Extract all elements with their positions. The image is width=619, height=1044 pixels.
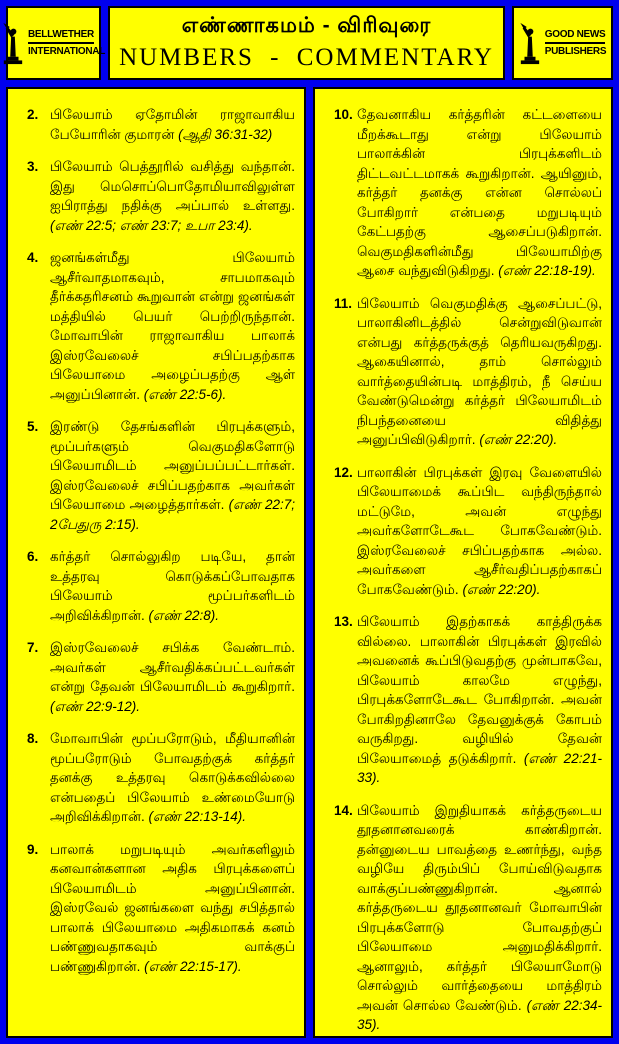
item-number: 5. bbox=[27, 419, 39, 434]
scripture-reference: (எண் 22:20). bbox=[479, 432, 558, 447]
item-body: ஜனங்கள்மீது பிலேயாம் ஆசீர்வாதமாகவும், சாபமாகவும் தீர்க்கதரிசனம் கூறுவான் என்று ஜனங்கள் மத்தியில் பெயர் பெற்றிருந்தான். மோவாபின் ராஜாவாகிய பாலாக் இஸ்ரவேலைச் சபிப்பதற்காக பிலேயாமை அழைப்பதற்கு ஆள் அனுப்பினான். bbox=[50, 250, 295, 402]
item-body: இஸ்ரவேலைச் சபிக்க வேண்டாம். அவர்கள் ஆசீர்வதிக்கப்பட்டவர்கள் என்று தேவன் பிலேயாமிடம் கூறுகிறார். bbox=[50, 640, 295, 694]
item-text bbox=[50, 157, 295, 235]
item-body: பிலேயாம் பெத்தூரில் வசித்து வந்தான். இது மெசொப்பொதோமியாவிலுள்ள ஐபிராத்து நதிக்கு அப்பால் உள்ளது. bbox=[50, 159, 295, 213]
statue-icon bbox=[519, 20, 541, 66]
item-text bbox=[357, 294, 602, 450]
scripture-reference: (எண் 22:21-33). bbox=[357, 750, 602, 785]
commentary-item bbox=[325, 463, 602, 600]
item-number: 6. bbox=[27, 549, 39, 564]
item-body: பிலேயாம் ஏதோமின் ராஜாவாகிய பேயோரின் குமாரன் bbox=[50, 107, 295, 142]
good-news-publishers-logo bbox=[512, 6, 613, 80]
commentary-item bbox=[18, 729, 295, 827]
commentary-item bbox=[18, 417, 295, 534]
item-body: பாலாகின் பிரபுக்கள் இரவு வேளையில் பிலேயாமைக் கூப்பிட வந்திருந்தால் மட்டுமே, அவன் எழுந்து அவர்களோடேகூட போகவேண்டும். இஸ்ரவேலைச் சபிப்பதற்காக அல்ல. அவர்களை ஆசீர்வதிப்பதற்காகப் போகவேண்டும். bbox=[357, 464, 602, 597]
item-number: 8. bbox=[27, 731, 39, 746]
item-number: 12. bbox=[334, 464, 353, 480]
item-number: 13. bbox=[334, 614, 353, 629]
item-number: 9. bbox=[27, 841, 39, 857]
commentary-item bbox=[325, 294, 602, 450]
scripture-reference: (எண் 22:34-35). bbox=[357, 997, 602, 1032]
scripture-reference: (எண் 22:5-6). bbox=[143, 386, 227, 402]
commentary-item bbox=[325, 801, 602, 1035]
item-text bbox=[50, 248, 295, 404]
page-header bbox=[6, 6, 613, 80]
scripture-reference: (எண் 22:7; 2பேதுரு 2:15). bbox=[50, 497, 295, 532]
left-column bbox=[6, 87, 306, 1038]
scripture-reference: (எண் 22:13-14). bbox=[148, 809, 247, 824]
item-text bbox=[50, 638, 295, 716]
statue-icon bbox=[2, 20, 24, 66]
item-body: கர்த்தர் சொல்லுகிற படியே, தான் உத்தரவு கொடுக்கப்போவதாக பிலேயாம் மூப்பர்களிடம் அறிவிக்கிறான். bbox=[50, 549, 295, 623]
good-news-publishers-logo-text bbox=[545, 28, 606, 58]
item-body: பிலேயாம் வெகுமதிக்கு ஆசைப்பட்டு, பாலாகினிடத்தில் சென்றுவிடுவான் என்பது கர்த்தருக்குத் தெரியவருகிறது. ஆகையினால், தாம் சொல்லும் வார்த்தையின்படி மாத்திரம், நீ செய்ய வேண்டுமென்று கர்த்தர் பிலேயாமிடம் நிபந்தனையை விதித்து அனுப்பிவிடுகிறார். bbox=[357, 295, 602, 447]
item-number: 10. bbox=[334, 107, 353, 122]
item-number: 14. bbox=[334, 802, 353, 818]
item-body: இரண்டு தேசங்களின் பிரபுக்களும், மூப்பர்களும் வெகுமதிகளோடு பிலேயாமிடம் அனுப்பப்பட்டார்கள். இஸ்ரவேலைச் சபிப்பதற்காக அவர்கள் பிலேயாமை அழைத்தார்கள். bbox=[50, 419, 295, 512]
scripture-reference: (எண் 22:18-19). bbox=[498, 263, 596, 278]
scripture-reference: (எண் 22:20). bbox=[462, 581, 541, 597]
item-number: 2. bbox=[27, 107, 39, 122]
item-text bbox=[357, 801, 602, 1035]
item-number: 11. bbox=[334, 295, 353, 311]
commentary-item bbox=[18, 840, 295, 977]
item-body: பிலேயாம் இறுதியாகக் கர்த்தருடைய தூதனானவரைக் காண்கிறான். தன்னுடைய பாவத்தை உணர்ந்து, வந்த வழியே திரும்பிப் போய்விடுவதாக வாக்குப்பண்ணுகிறான். ஆனால் கர்த்தருடைய தூதனானவர் மோவாபின் பிரபுக்களோடு போவதற்குப் பிலேயாமை அனுமதிக்கிறார். ஆனாலும், கர்த்தர் பிலேயாமோடு சொல்லும் வார்த்தையை மாத்திரம் அவன் சொல்ல வேண்டும். bbox=[357, 802, 602, 1013]
commentary-item bbox=[18, 638, 295, 716]
item-text bbox=[357, 105, 602, 281]
item-body: தேவனாகிய கர்த்தரின் கட்டளையை மீறக்கூடாது என்று பிலேயாம் பாலாக்கின் பிரபுக்களிடம் திட்டவட்டமாகக் கூறுகிறான். ஆயினும், கர்த்தர் தனக்கு என்ன சொல்லப் போகிறார் என்பதை மறுபடியும் கேட்பதற்கு ஆசைப்படுகிறான். வெகுமதிகளின்மீது பிலேயாமிற்கு ஆசை வந்துவிடுகிறது. bbox=[357, 107, 602, 278]
item-number: 4. bbox=[27, 250, 39, 265]
page-title-english: NUMBERS - COMMENTARY bbox=[119, 44, 494, 71]
good-news-logo-line2: PUBLISHERS bbox=[544, 46, 607, 57]
commentary-item bbox=[18, 547, 295, 625]
good-news-logo-line1: GOOD NEWS bbox=[545, 28, 606, 44]
scripture-reference: (எண் 22:15-17). bbox=[144, 958, 242, 974]
title-panel bbox=[108, 6, 505, 80]
right-column bbox=[313, 87, 613, 1038]
commentary-item bbox=[325, 612, 602, 788]
bellwether-logo-text bbox=[28, 28, 105, 58]
item-body: பிலேயாம் இதற்காகக் காத்திருக்க வில்லை. பாலாகின் பிரபுக்கள் இரவில் அவனைக் கூப்பிடுவதற்கு முன்பாகவே, பிலேயாம் காலமே எழுந்து, பிரபுக்களோடேகூட போகிறான். அவன் போகிறதினாலே தேவனுக்குக் கோபம் வருகிறது. வழியில் தேவன் பிலேயாமைத் தடுக்கிறார். bbox=[357, 614, 602, 766]
scripture-reference: (ஆதி 36:31-32) bbox=[178, 126, 273, 142]
item-text bbox=[50, 417, 295, 534]
item-number: 3. bbox=[27, 159, 39, 174]
item-text bbox=[357, 463, 602, 600]
bellwether-logo-line1: BELLWETHER bbox=[28, 28, 94, 44]
commentary-item bbox=[18, 157, 295, 235]
item-text bbox=[50, 840, 295, 977]
scripture-reference: (எண் 22:9-12). bbox=[50, 698, 140, 714]
item-text bbox=[50, 547, 295, 625]
commentary-item bbox=[18, 248, 295, 404]
scripture-reference: (எண் 22:8). bbox=[148, 607, 220, 623]
commentary-item bbox=[325, 105, 602, 281]
bellwether-logo-line2: INTERNATIONAL bbox=[27, 46, 106, 57]
item-text bbox=[50, 105, 295, 144]
item-text bbox=[357, 612, 602, 788]
item-number: 7. bbox=[27, 640, 39, 655]
page-title-tamil: எண்ணாகமம் - விரிவுரை bbox=[181, 14, 432, 37]
scripture-reference: (எண் 22:5; எண் 23:7; உபா 23:4). bbox=[50, 217, 253, 233]
commentary-item bbox=[18, 105, 295, 144]
item-body: பாலாக் மறுபடியும் அவர்களிலும் கனவான்களான அதிக பிரபுக்களைப் பிலேயாமிடம் அனுப்பினான். இஸ்ரவேல் ஜனங்களை வந்து சபித்தால் பாலாக் பிலேயாமை அதிகமாகக் கனம் பண்ணுவதாகவும் வாக்குப் பண்ணுகிறான். bbox=[50, 841, 295, 974]
item-body: மோவாபின் மூப்பரோடும், மீதியானின் மூப்பரோடும் போவதற்குக் கர்த்தர் தனக்கு உத்தரவு கொடுக்கவில்லை என்பதைப் பிலேயாம் உண்மையோடு அறிவிக்கிறான். bbox=[50, 731, 295, 824]
bellwether-logo bbox=[6, 6, 106, 80]
item-text bbox=[50, 729, 295, 827]
commentary-content bbox=[6, 87, 613, 1038]
